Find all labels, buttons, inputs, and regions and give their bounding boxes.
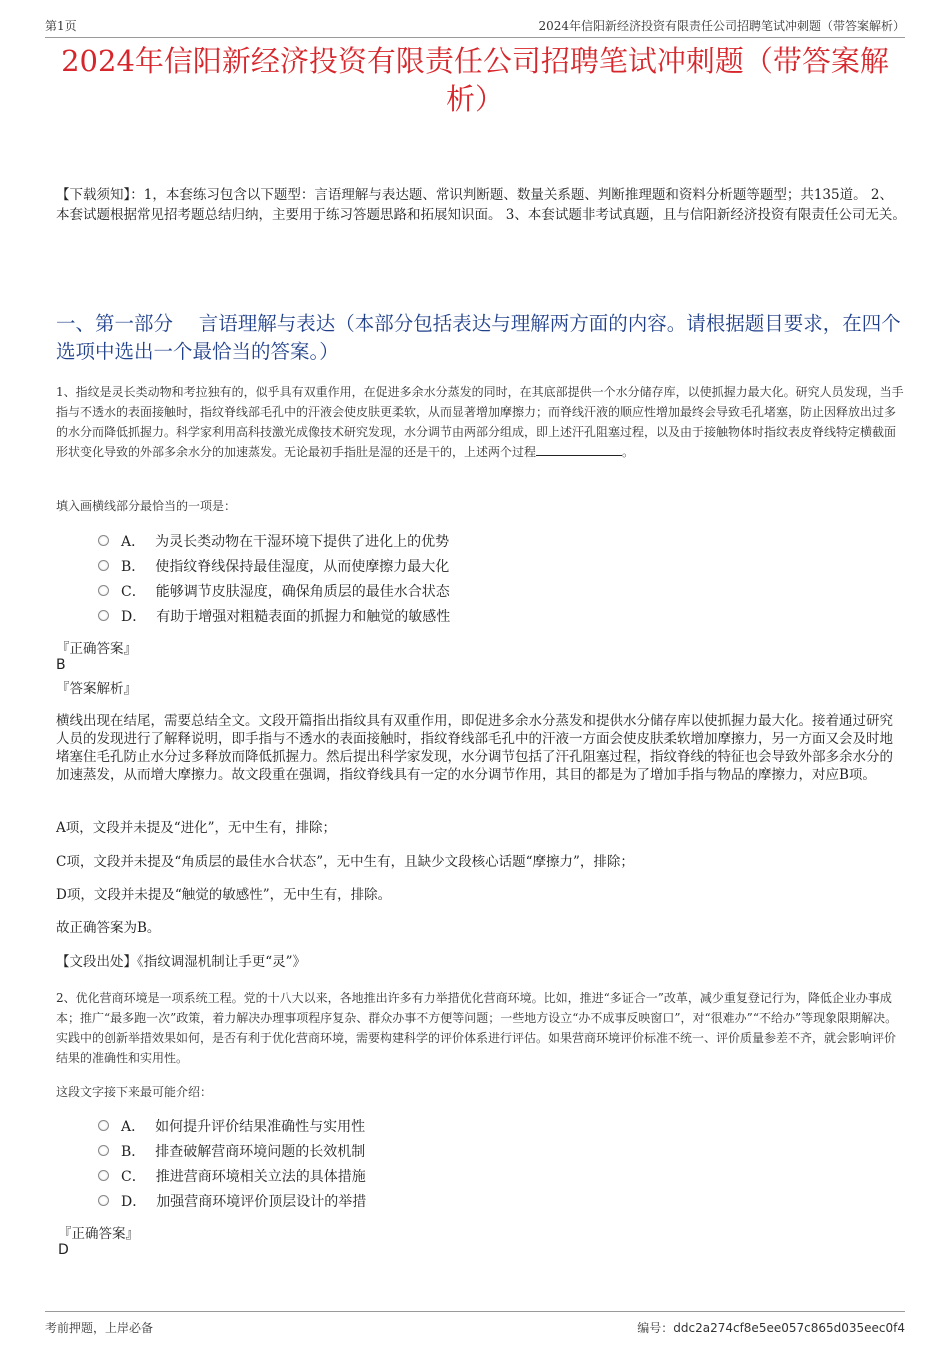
- page-footer: [45, 1311, 905, 1336]
- option-text: 使指纹脊线保持最佳湿度，从而使摩擦力最大化: [155, 558, 450, 575]
- question-1-stem-end: 。: [622, 445, 635, 459]
- radio-icon[interactable]: [98, 535, 109, 546]
- option-text: 排查破解营商环境问题的长效机制: [155, 1143, 366, 1160]
- footer-code-label: 编号：: [637, 1321, 674, 1335]
- analysis-conclusion: 故正确答案为B。: [56, 920, 161, 936]
- option-letter: A．: [121, 533, 146, 550]
- question-2-answer: D: [58, 1242, 69, 1258]
- question-1-answer-label: 『正确答案』: [56, 641, 137, 657]
- question-1-prompt: 填入画横线部分最恰当的一项是：: [56, 499, 237, 513]
- radio-icon[interactable]: [98, 585, 109, 596]
- page-number: 第1页: [45, 19, 77, 33]
- radio-icon[interactable]: [98, 1120, 109, 1131]
- question-1-analysis: 横线出现在结尾，需要总结全文。文段开篇指出指纹具有双重作用，即促进多余水分蒸发和提供水分储存库以使抓握力最大化。接着通过研究人员的发现进行了解释说明，即手指与不透水的表面接触时，指纹脊线部毛孔中的汗液一方面会使皮肤柔软增加摩擦力，另一方面又会及时地堵塞住毛孔防止水分过多释放而降低抓握力。然后提出科学家发现，水分调节包括了汗孔阻塞过程，指纹脊线的特征也会导致外部多余水分的加速蒸发，从而增大摩擦力。故文段重在强调，指纹脊线具有一定的水分调节作用，其目的都是为了增加手指与物品的摩擦力，对应B项。: [56, 713, 893, 783]
- analysis-note-a: A项，文段并未提及“进化”，无中生有，排除；: [56, 820, 337, 836]
- question-1-answer: B: [56, 657, 66, 673]
- option-text: 加强营商环境评价顶层设计的举措: [156, 1193, 367, 1210]
- question-1-option-c[interactable]: [98, 578, 450, 603]
- question-1-stem-text: 1、指纹是灵长类动物和考拉独有的，似乎具有双重作用，在促进多余水分蒸发的同时，在其底部提供一个水分储存库，以使抓握力最大化。研究人员发现，当手指与不透水的表面接触时，指纹脊线部毛孔中的汗液会使皮肤更柔软，从而显著增加摩擦力；而脊线汗液的顺应性增加最终会导致毛孔堵塞，防止因释放出过多的水分而降低抓握力。科学家利用高科技激光成像技术研究发现，水分调节由两部分组成，即上述汗孔阻塞过程，以及由于接触物体时指纹表皮脊线特定横截面形状变化导致的外部多余水分的加速蒸发。无论最初手指肚是湿的还是干的，上述两个过程: [56, 385, 904, 459]
- header-doc-name: 2024年信阳新经济投资有限责任公司招聘笔试冲刺题（带答案解析）: [538, 19, 905, 33]
- question-2-option-b[interactable]: [98, 1138, 366, 1163]
- radio-icon[interactable]: [98, 560, 109, 571]
- footer-code: [637, 1319, 905, 1336]
- radio-icon[interactable]: [98, 1195, 109, 1206]
- question-1-option-a[interactable]: [98, 528, 450, 553]
- option-text: 有助于增强对粗糙表面的抓握力和触觉的敏感性: [156, 608, 451, 625]
- radio-icon[interactable]: [98, 1170, 109, 1181]
- question-2-options: [98, 1113, 366, 1213]
- radio-icon[interactable]: [98, 1145, 109, 1156]
- option-letter: D．: [121, 1193, 147, 1210]
- question-2-option-d[interactable]: [98, 1188, 366, 1213]
- radio-icon[interactable]: [98, 610, 109, 621]
- footer-code-value: ddc2a274cf8e5ee057c865d035eec0f4: [673, 1321, 905, 1335]
- question-2-prompt: 这段文字接下来最可能介绍：: [56, 1085, 213, 1099]
- fill-blank: [536, 443, 622, 456]
- option-text: 为灵长类动物在干湿环境下提供了进化上的优势: [155, 533, 450, 550]
- option-letter: A．: [121, 1118, 146, 1135]
- analysis-note-d: D项，文段并未提及“触觉的敏感性”，无中生有，排除。: [56, 887, 392, 903]
- section-title: 一、第一部分 言语理解与表达（本部分包括表达与理解两方面的内容。请根据题目要求，在四个选项中选出一个最恰当的答案。）: [56, 312, 901, 363]
- question-1-option-d[interactable]: [98, 603, 450, 628]
- footer-slogan: 考前押题，上岸必备: [45, 1321, 154, 1335]
- question-1-source: 【文段出处】《指纹调湿机制让手更“灵”》: [56, 954, 307, 970]
- page-header: [45, 12, 905, 38]
- option-letter: C．: [121, 1168, 146, 1185]
- option-text: 能够调节皮肤湿度，确保角质层的最佳水合状态: [155, 583, 450, 600]
- question-1-analysis-label: 『答案解析』: [56, 681, 137, 697]
- question-1-options: [98, 528, 450, 628]
- option-letter: B．: [121, 1143, 146, 1160]
- option-letter: C．: [121, 583, 146, 600]
- option-letter: D．: [121, 608, 147, 625]
- option-text: 推进营商环境相关立法的具体措施: [155, 1168, 366, 1185]
- question-2-answer-label: 『正确答案』: [58, 1226, 139, 1242]
- question-2-stem: 2、优化营商环境是一项系统工程。党的十八大以来，各地推出许多有力举措优化营商环境。比如，推进“多证合一”改革，减少重复登记行为，降低企业办事成本；推广“最多跑一次”政策，着力解决办理事项程序复杂、群众办事不方便等问题；一些地方设立“办不成事反映窗口”，对“很难办”“不给办”等现象限期解决。实践中的创新举措效果如何，是否有利于优化营商环境，需要构建科学的评价体系进行评估。如果营商环境评价标准不统一、评价质量参差不齐，就会影响评价结果的准确性和实用性。: [56, 991, 898, 1065]
- option-letter: B．: [121, 558, 146, 575]
- question-1-option-b[interactable]: [98, 553, 450, 578]
- analysis-note-c: C项，文段并未提及“角质层的最佳水合状态”，无中生有，且缺少文段核心话题“摩擦力”，排除；: [56, 854, 634, 870]
- question-2-option-c[interactable]: [98, 1163, 366, 1188]
- question-2-option-a[interactable]: [98, 1113, 366, 1138]
- download-notice: 【下载须知】：1，本套练习包含以下题型：言语理解与表达题、常识判断题、数量关系题、判断推理题和资料分析题等题型；共135道。 2、本套试题根据常见招考题总结归纳，主要用于练习答题思路和拓展知识面。 3、本套试题非考试真题，且与信阳新经济投资有限责任公司无关。: [56, 187, 906, 223]
- question-1-stem: [56, 382, 906, 462]
- option-text: 如何提升评价结果准确性与实用性: [155, 1118, 366, 1135]
- document-title: 2024年信阳新经济投资有限责任公司招聘笔试冲刺题（带答案解析）: [61, 44, 889, 116]
